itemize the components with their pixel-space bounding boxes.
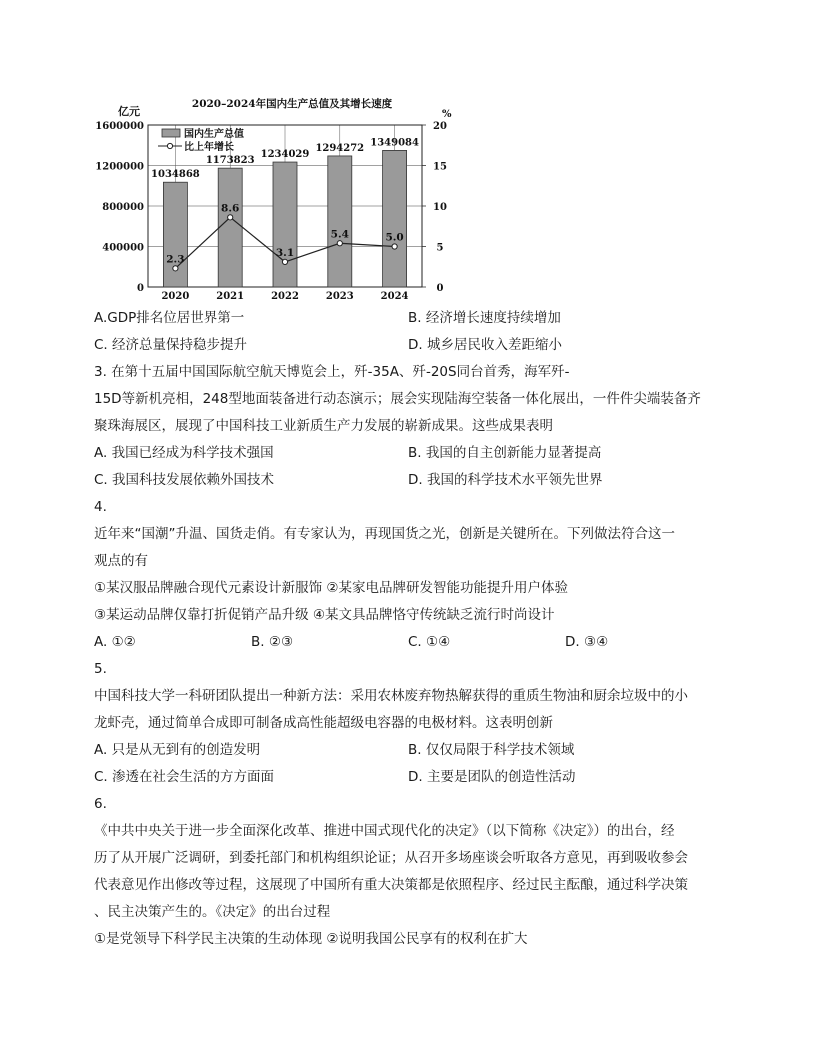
growth-point bbox=[282, 259, 287, 264]
growth-value-label: 5.0 bbox=[385, 231, 404, 244]
gdp-chart-svg bbox=[92, 92, 472, 302]
q4-option-a[interactable]: A. ①② bbox=[94, 634, 136, 650]
q5-option-a[interactable]: A. 只是从无到有的创造发明 bbox=[94, 742, 261, 758]
q3-option-c[interactable]: C. 我国科技发展依赖外国技术 bbox=[94, 472, 275, 488]
q3-option-b[interactable]: B. 我国的自主创新能力显著提高 bbox=[408, 445, 602, 461]
y-right-tick-label: 5 bbox=[436, 242, 444, 254]
x-tick-label: 2022 bbox=[271, 291, 299, 302]
q5-stem-line2: 龙虾壳，通过简单合成即可制备成高性能超级电容器的电极材料。这表明创新 bbox=[94, 715, 553, 731]
q2-option-b[interactable]: B. 经济增长速度持续增加 bbox=[408, 310, 561, 326]
growth-value-label: 2.3 bbox=[166, 253, 185, 266]
q2-option-d[interactable]: D. 城乡居民收入差距缩小 bbox=[408, 337, 562, 353]
chart-title: 2020–2024年国内生产总值及其增长速度 bbox=[191, 98, 393, 110]
q6-stem-line4: 、民主决策产生的。《决定》的出台过程 bbox=[94, 904, 331, 920]
growth-point bbox=[228, 215, 233, 220]
q4-number: 4. bbox=[94, 499, 107, 515]
legend-bar-label: 国内生产总值 bbox=[184, 129, 244, 140]
q2-option-a[interactable]: A.GDP排名位居世界第一 bbox=[94, 310, 245, 326]
y-left-tick-label: 0 bbox=[137, 283, 144, 294]
legend-line-marker bbox=[167, 143, 172, 148]
q6-statements-line1: ①是党领导下科学民主决策的生动体现 ②说明我国公民享有的权利在扩大 bbox=[94, 931, 528, 947]
gdp-bar-value-label: 1034868 bbox=[151, 169, 200, 181]
growth-point bbox=[173, 266, 178, 271]
growth-point bbox=[337, 241, 342, 246]
q6-stem-line1: 《中共中央关于进一步全面深化改革、推进中国式现代化的决定》（以下简称《决定》）的出台，经 bbox=[94, 823, 675, 839]
gdp-bar-value-label: 1234029 bbox=[260, 149, 310, 161]
y-right-tick-label: 0 bbox=[436, 283, 444, 294]
y-left-tick-label: 800000 bbox=[102, 202, 144, 213]
y-right-tick-label: 10 bbox=[433, 202, 447, 213]
q3-stem-line1: 3. 在第十五届中国国际航空航天博览会上，歼-35A、歼-20S同台首秀，海军歼- bbox=[94, 364, 570, 380]
q4-option-b[interactable]: B. ②③ bbox=[251, 634, 294, 650]
gdp-bar-value-label: 1173823 bbox=[205, 155, 255, 167]
q6-stem-line3: 代表意见作出修改等过程，这展现了中国所有重大决策都是依照程序、经过民主酝酿，通过科学决策 bbox=[94, 877, 688, 893]
y-left-unit: 亿元 bbox=[118, 105, 140, 118]
q4-stem-line1: 近年来“国潮”升温、国货走俏。有专家认为，再现国货之光，创新是关键所在。下列做法符合这一 bbox=[94, 526, 675, 542]
y-right-unit: % bbox=[442, 109, 452, 120]
legend-line-label: 比上年增长 bbox=[184, 142, 234, 153]
q6-number: 6. bbox=[94, 796, 107, 812]
gdp-bar bbox=[273, 162, 297, 287]
y-left-tick-label: 1600000 bbox=[95, 121, 144, 132]
q4-option-c[interactable]: C. ①④ bbox=[408, 634, 451, 650]
gdp-bar bbox=[218, 168, 242, 287]
x-tick-label: 2023 bbox=[325, 291, 354, 302]
q3-option-d[interactable]: D. 我国的科学技术水平领先世界 bbox=[408, 472, 603, 488]
q4-stem-line2: 观点的有 bbox=[94, 553, 148, 569]
gdp-bar-value-label: 1349084 bbox=[370, 137, 419, 149]
y-left-tick-label: 400000 bbox=[102, 242, 144, 254]
gdp-chart bbox=[92, 92, 472, 302]
q6-stem-line2: 历了从开展广泛调研，到委托部门和机构组织论证；从召开多场座谈会听取各方意见，再到吸收参会 bbox=[94, 850, 688, 866]
q3-stem-line3: 聚珠海展区，展现了中国科技工业新质生产力发展的崭新成果。这些成果表明 bbox=[94, 418, 553, 434]
x-tick-label: 2024 bbox=[380, 291, 409, 302]
q5-option-c[interactable]: C. 渗透在社会生活的方方面面 bbox=[94, 769, 275, 785]
q4-statements-line1: ①某汉服品牌融合现代元素设计新服饰 ②某家电品牌研发智能功能提升用户体验 bbox=[94, 580, 568, 596]
q5-stem-line1: 中国科技大学一科研团队提出一种新方法：采用农林废弃物热解获得的重质生物油和厨余垃圾中的小 bbox=[94, 688, 688, 704]
q5-option-b[interactable]: B. 仅仅局限于科学技术领域 bbox=[408, 742, 575, 758]
y-left-tick-label: 1200000 bbox=[95, 161, 144, 173]
y-right-tick-label: 20 bbox=[433, 121, 447, 132]
q3-stem-line2: 15D等新机亮相，248型地面装备进行动态演示；展会实现陆海空装备一体化展出，一件件尖端装备齐 bbox=[94, 391, 701, 407]
q5-option-d[interactable]: D. 主要是团队的创造性活动 bbox=[408, 769, 576, 785]
gdp-bar bbox=[328, 156, 352, 287]
growth-value-label: 8.6 bbox=[221, 202, 240, 215]
q3-option-a[interactable]: A. 我国已经成为科学技术强国 bbox=[94, 445, 274, 461]
gdp-bar bbox=[383, 150, 407, 287]
growth-value-label: 3.1 bbox=[275, 246, 295, 259]
q2-option-c[interactable]: C. 经济总量保持稳步提升 bbox=[94, 337, 248, 353]
x-tick-label: 2020 bbox=[161, 291, 190, 302]
legend-bar-swatch bbox=[162, 129, 180, 137]
q4-statements-line2: ③某运动品牌仅靠打折促销产品升级 ④某文具品牌恪守传统缺乏流行时尚设计 bbox=[94, 607, 555, 623]
gdp-bar-value-label: 1294272 bbox=[315, 142, 365, 154]
x-tick-label: 2021 bbox=[216, 291, 245, 302]
growth-point bbox=[392, 244, 397, 249]
y-right-tick-label: 15 bbox=[433, 161, 447, 173]
q4-option-d[interactable]: D. ③④ bbox=[565, 634, 609, 650]
q5-number: 5. bbox=[94, 661, 107, 677]
growth-value-label: 5.4 bbox=[330, 228, 349, 241]
